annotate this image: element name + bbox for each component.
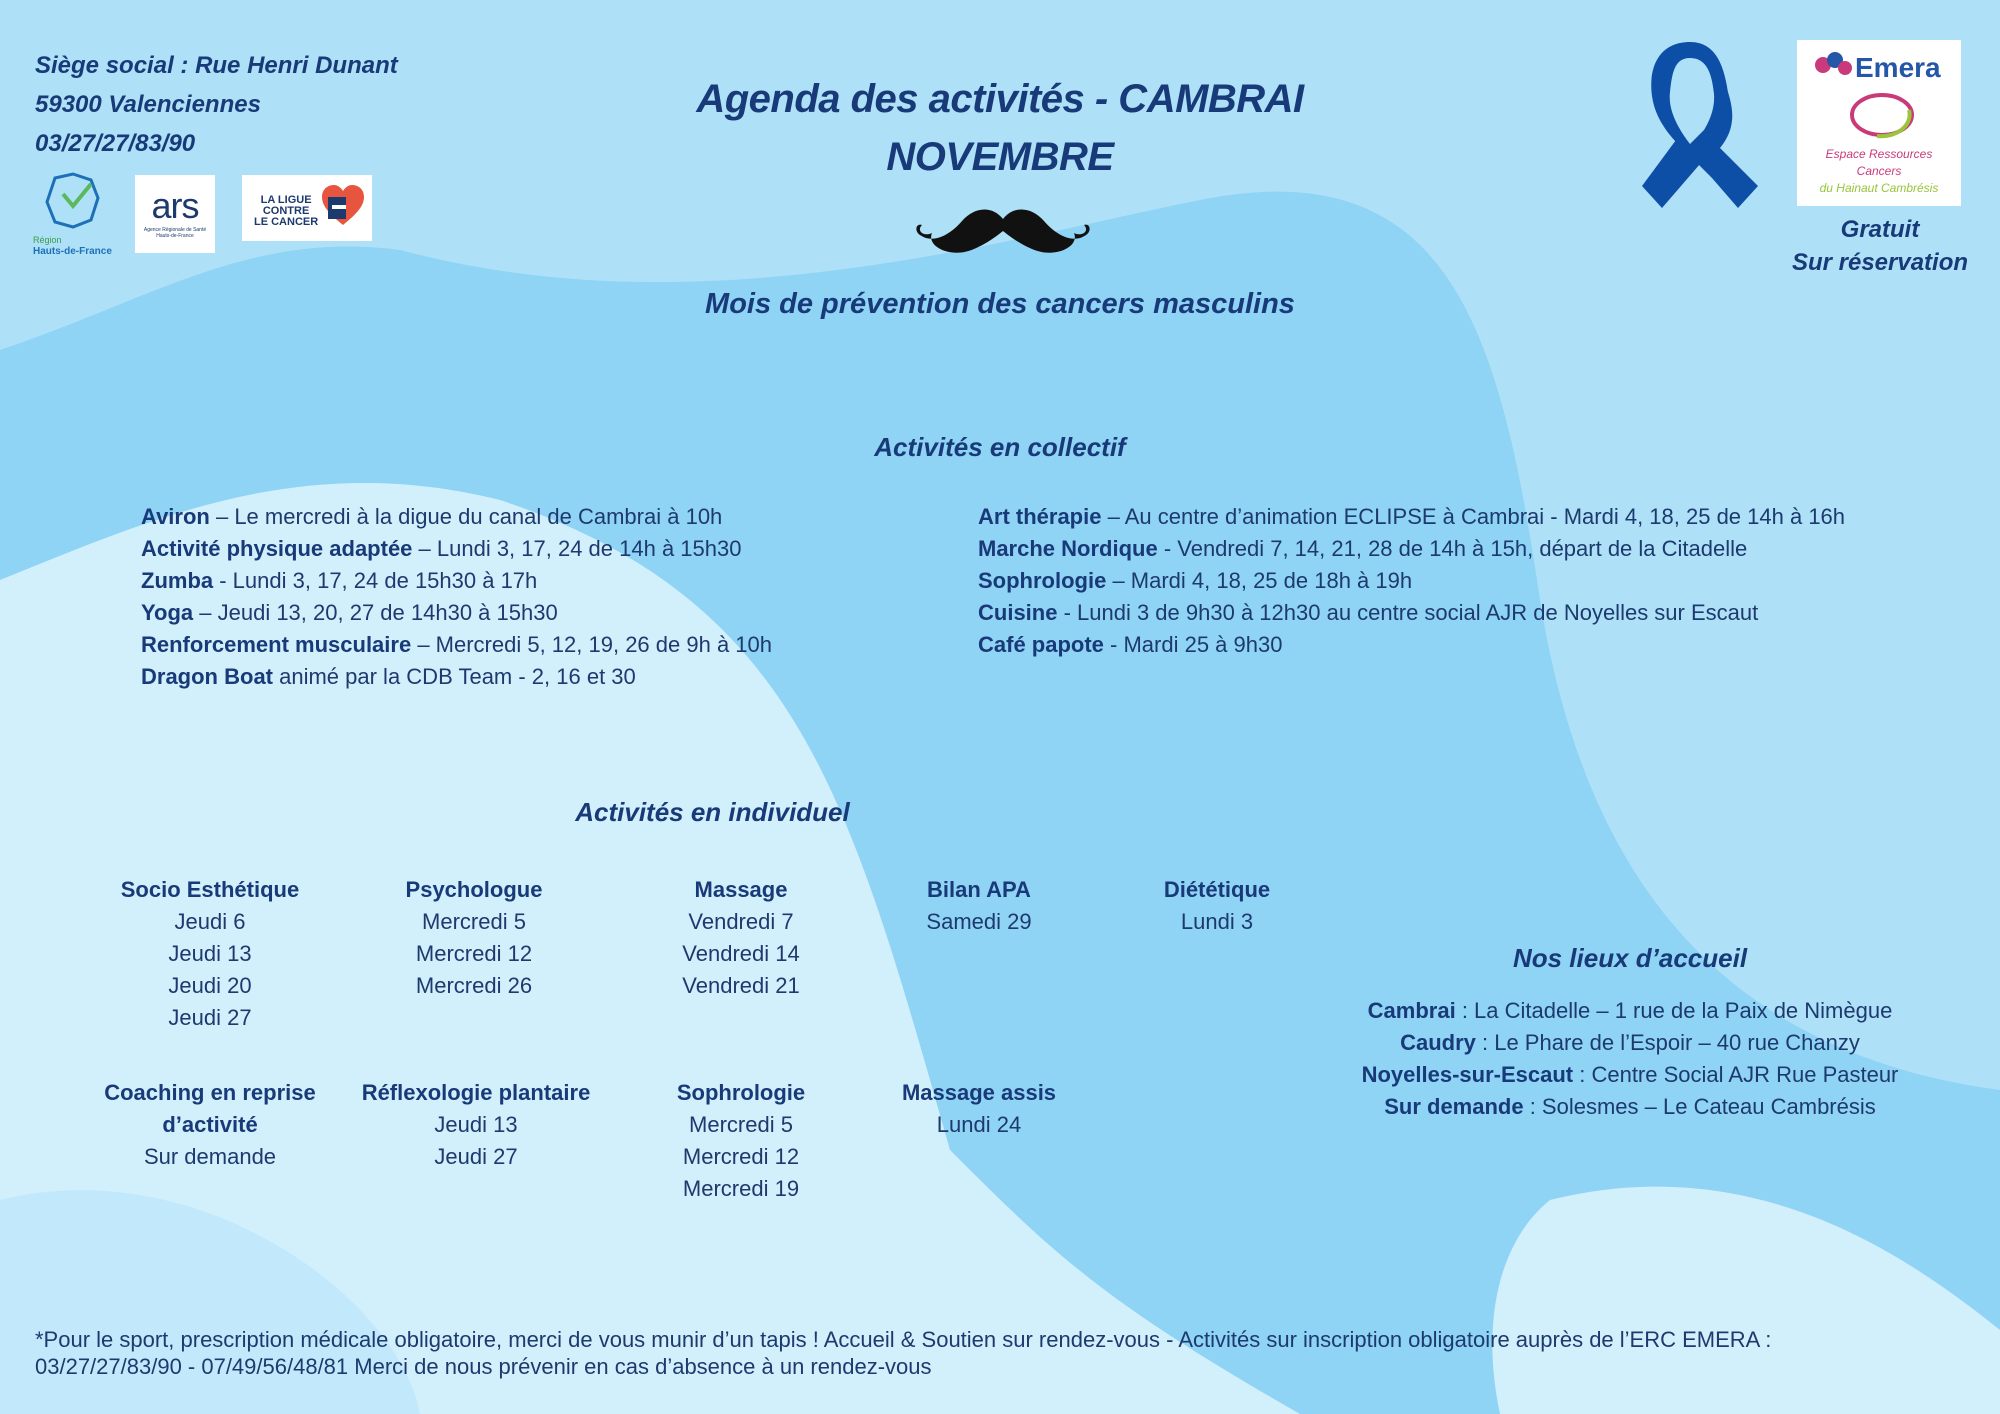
- lieu-detail: : Centre Social AJR Rue Pasteur: [1573, 1062, 1899, 1087]
- activity-detail: - Mardi 25 à 9h30: [1103, 632, 1283, 657]
- emera-line-3: du Hainaut Cambrésis: [1819, 181, 1939, 195]
- activity-date: Sur demande: [143, 1144, 277, 1169]
- activity-detail: - Lundi 3, 17, 24 de 15h30 à 17h: [213, 568, 538, 593]
- activity-date: Lundi 24: [936, 1112, 1022, 1137]
- activity-name: Sophrologie: [978, 568, 1107, 593]
- activity-name: Yoga: [141, 600, 194, 625]
- emera-tagline: [1797, 146, 1961, 197]
- gratuit-label: Gratuit: [1840, 216, 1920, 243]
- ligue-logo: [242, 175, 372, 241]
- activity-date: Jeudi 13: [434, 1112, 518, 1137]
- activity-title: Massage: [694, 877, 788, 902]
- individuel-activity: [344, 874, 604, 1002]
- activity-detail: – Jeudi 13, 20, 27 de 14h30 à 15h30: [193, 600, 558, 625]
- collectif-left-item: [141, 501, 772, 533]
- emera-line-1: Espace Ressources: [1825, 147, 1933, 161]
- region-name: Hauts-de-France: [33, 246, 112, 257]
- activity-title: Psychologue: [405, 877, 543, 902]
- ligue-heart-icon: [320, 183, 366, 229]
- region-logo: [33, 172, 123, 256]
- activity-title: Bilan APA: [927, 877, 1031, 902]
- activity-date: Samedi 29: [926, 909, 1032, 934]
- emera-line-2: Cancers: [1856, 164, 1902, 178]
- activity-date: Jeudi 13: [168, 941, 252, 966]
- activity-date: Jeudi 6: [174, 909, 246, 934]
- activity-detail: – Mercredi 5, 12, 19, 26 de 9h à 10h: [411, 632, 773, 657]
- activity-detail: - Vendredi 7, 14, 21, 28 de 14h à 15h, départ de la Citadelle: [1157, 536, 1748, 561]
- activity-date: Mercredi 12: [682, 1144, 800, 1169]
- collectif-right-item: [978, 597, 1845, 629]
- page-title: [600, 70, 1400, 186]
- activity-title: Socio Esthétique: [120, 877, 300, 902]
- individuel-title: Activités en individuel: [575, 797, 850, 827]
- lieux-title: Nos lieux d’accueil: [1512, 943, 1748, 973]
- activity-date: Mercredi 19: [682, 1176, 800, 1201]
- ars-logo: [135, 175, 215, 253]
- collectif-right-item: [978, 629, 1845, 661]
- emera-swoosh-icon: [1847, 90, 1917, 140]
- address-line-2: 59300 Valenciennes: [35, 91, 261, 118]
- ligue-line-3: LE CANCER: [254, 216, 319, 228]
- address-block: [35, 46, 398, 163]
- lieu-detail: : Solesmes – Le Cateau Cambrésis: [1523, 1094, 1876, 1119]
- pricing-note: [1770, 213, 1990, 279]
- activity-date: Mercredi 5: [422, 909, 526, 934]
- address-line-1: Siège social : Rue Henri Dunant: [35, 52, 398, 79]
- region-label: Région: [33, 235, 62, 245]
- collectif-left-item: [141, 565, 772, 597]
- emera-flower-icon: [1811, 50, 1855, 80]
- individuel-activity: [1087, 874, 1347, 938]
- collectif-right-item: [978, 565, 1845, 597]
- individuel-activity: [849, 874, 1109, 938]
- footer-line-2: 03/27/27/83/90 - 07/49/56/48/81 Merci de nous prévenir en cas d’absence à un rendez-vous: [35, 1354, 932, 1379]
- lieu-name: Noyelles-sur-Escaut: [1361, 1062, 1574, 1087]
- activity-date: Vendredi 21: [682, 973, 800, 998]
- ars-text: ars: [151, 185, 199, 226]
- footer-line-1: *Pour le sport, prescription médicale obligatoire, merci de vous munir d’un tapis ! Accueil & Soutien sur rendez-vous - Activités sur inscription obligatoire auprès de l’ERC EMERA :: [35, 1327, 1772, 1352]
- individuel-activity: [80, 1077, 340, 1173]
- activity-date: Mercredi 5: [689, 1112, 793, 1137]
- activity-title: Massage assis: [901, 1080, 1057, 1105]
- individuel-activity: [80, 874, 340, 1034]
- activity-title: Diététique: [1163, 877, 1271, 902]
- ligue-line-2: CONTRE: [262, 205, 310, 217]
- france-map-icon: [43, 172, 103, 230]
- activity-date: Jeudi 27: [168, 1005, 252, 1030]
- activity-detail: – Lundi 3, 17, 24 de 14h à 15h30: [412, 536, 742, 561]
- collectif-right-item: [978, 533, 1845, 565]
- activity-title: Réflexologie plantaire: [361, 1080, 591, 1105]
- collectif-title: Activités en collectif: [874, 432, 1126, 462]
- emera-name: Emera: [1855, 52, 1941, 83]
- individuel-activity: [849, 1077, 1109, 1141]
- ligue-line-1: LA LIGUE: [260, 194, 312, 206]
- mustache-icon: [912, 205, 1094, 259]
- activity-detail: - Lundi 3 de 9h30 à 12h30 au centre social AJR de Noyelles sur Escaut: [1057, 600, 1759, 625]
- ars-subtitle: Agence Régionale de Santé Hauts-de-France: [143, 227, 207, 239]
- collectif-right-item: [978, 501, 1845, 533]
- lieu-name: Sur demande: [1384, 1094, 1524, 1119]
- ars-wordmark: [135, 185, 215, 227]
- lieu-name: Caudry: [1400, 1030, 1476, 1055]
- ligue-text: [254, 195, 318, 228]
- lieux-list: [1290, 995, 1970, 1123]
- title-line-1: Agenda des activités - CAMBRAI: [696, 77, 1304, 121]
- collectif-left-list: [141, 501, 772, 693]
- activity-detail: – Le mercredi à la digue du canal de Cambrai à 10h: [209, 504, 723, 529]
- collectif-left-item: [141, 533, 772, 565]
- activity-title: Coaching en reprise d’activité: [104, 1080, 316, 1137]
- collectif-right-list: [978, 501, 1845, 661]
- page-subtitle: Mois de prévention des cancers masculins: [705, 288, 1295, 320]
- lieu-item: [1290, 1091, 1970, 1123]
- reservation-label: Sur réservation: [1791, 249, 1969, 276]
- activity-date: Lundi 3: [1180, 909, 1254, 934]
- activity-detail: – Mardi 4, 18, 25 de 18h à 19h: [1106, 568, 1413, 593]
- activity-name: Dragon Boat: [141, 664, 273, 689]
- activity-name: Activité physique adaptée: [141, 536, 413, 561]
- activity-name: Aviron: [141, 504, 210, 529]
- lieu-detail: : La Citadelle – 1 rue de la Paix de Nimègue: [1455, 998, 1893, 1023]
- collectif-left-item: [141, 629, 772, 661]
- activity-name: Cuisine: [978, 600, 1058, 625]
- activity-date: Vendredi 14: [682, 941, 800, 966]
- collectif-left-item: [141, 661, 772, 693]
- address-line-3: 03/27/27/83/90: [35, 130, 196, 157]
- activity-date: Jeudi 27: [434, 1144, 518, 1169]
- individuel-activity: [611, 874, 871, 1002]
- activity-detail: – Au centre d’animation ECLIPSE à Cambrai - Mardi 4, 18, 25 de 14h à 16h: [1101, 504, 1846, 529]
- activity-name: Zumba: [141, 568, 214, 593]
- lieu-item: [1290, 1027, 1970, 1059]
- activity-detail: animé par la CDB Team - 2, 16 et 30: [273, 664, 636, 689]
- lieu-item: [1290, 995, 1970, 1027]
- activity-date: Mercredi 12: [415, 941, 533, 966]
- title-line-2: NOVEMBRE: [886, 135, 1114, 179]
- lieu-detail: : Le Phare de l’Espoir – 40 rue Chanzy: [1475, 1030, 1860, 1055]
- footer-note: [35, 1326, 1965, 1380]
- individuel-activity: [611, 1077, 871, 1205]
- blue-ribbon-icon: [1620, 36, 1760, 211]
- activity-name: Art thérapie: [978, 504, 1102, 529]
- lieu-item: [1290, 1059, 1970, 1091]
- activity-name: Marche Nordique: [978, 536, 1158, 561]
- activity-date: Jeudi 20: [168, 973, 252, 998]
- emera-logo: [1797, 40, 1961, 206]
- collectif-left-item: [141, 597, 772, 629]
- lieu-name: Cambrai: [1367, 998, 1456, 1023]
- activity-name: Renforcement musculaire: [141, 632, 412, 657]
- activity-title: Sophrologie: [676, 1080, 806, 1105]
- activity-date: Vendredi 7: [688, 909, 794, 934]
- activity-name: Café papote: [978, 632, 1104, 657]
- individuel-activity: [346, 1077, 606, 1173]
- activity-date: Mercredi 26: [415, 973, 533, 998]
